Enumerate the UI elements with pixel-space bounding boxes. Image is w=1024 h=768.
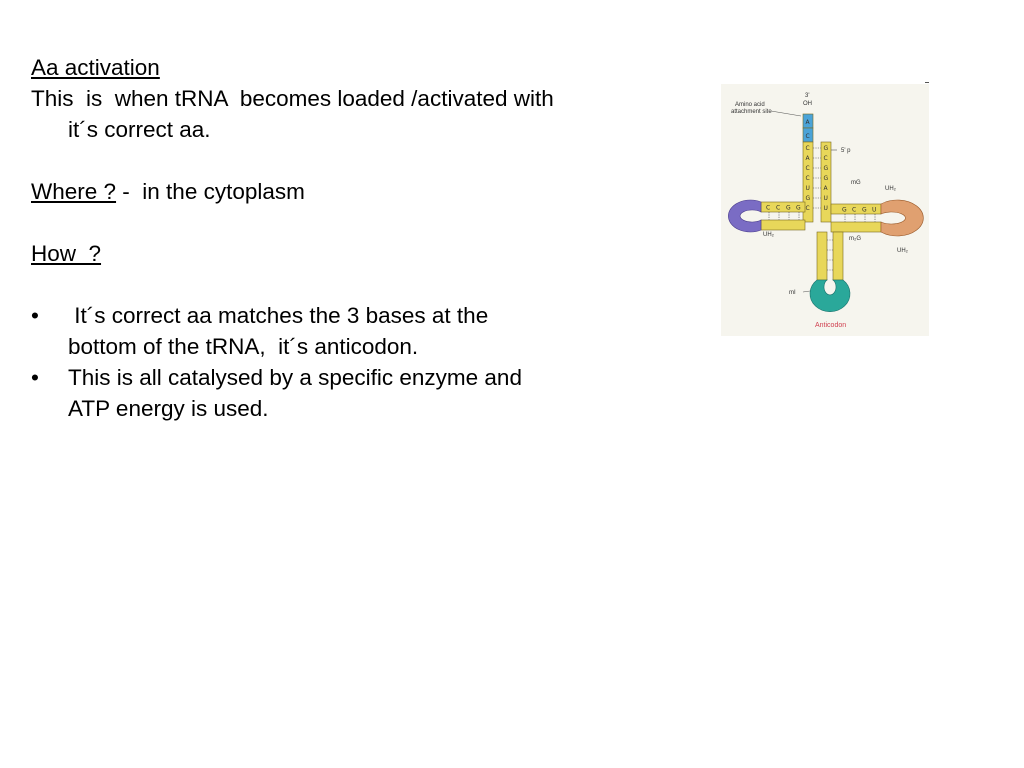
d-arm [728, 200, 805, 232]
base: G [805, 195, 811, 202]
spacer [31, 207, 671, 238]
base: C [805, 133, 810, 140]
bullet-1-line-1: It´s correct aa matches the 3 bases at the [68, 303, 489, 328]
label-oh: OH [803, 101, 812, 107]
base: A [823, 185, 828, 192]
label-mi: mI [789, 290, 796, 296]
figure-corner-mark [925, 82, 929, 83]
how-label: How ? [31, 241, 102, 266]
label-3prime: 3' [805, 93, 810, 99]
pointer-line [771, 111, 801, 116]
anticodon-loop [810, 280, 850, 312]
t-arm [831, 200, 923, 236]
label-mg: mG [851, 180, 861, 186]
where-line [31, 176, 671, 207]
base: C [805, 145, 810, 152]
bullet-1-line-2: bottom of the tRNA, it´s anticodon. [68, 334, 419, 359]
bullet-item-2 [31, 362, 671, 424]
base: C [805, 165, 810, 172]
label-uh2-left: UH₂ [763, 232, 774, 238]
base: C [766, 204, 771, 212]
base: G [823, 145, 829, 152]
t-loop [881, 200, 923, 236]
base: G [862, 206, 867, 214]
base: G [786, 204, 791, 212]
base: U [872, 206, 877, 214]
bullet-icon: • [31, 365, 39, 390]
base: A [805, 119, 810, 126]
label-anticodon: Anticodon [815, 322, 847, 329]
base: C [776, 204, 781, 212]
bullet-2-line-1: This is all catalysed by a specific enzyme and [68, 365, 522, 390]
base: A [805, 155, 810, 162]
label-amino-acid: Amino acid [735, 102, 765, 108]
spacer [31, 269, 671, 300]
where-label: Where ? [31, 179, 117, 204]
base: G [842, 206, 847, 214]
base: G [823, 165, 829, 172]
label-uh2-right: UH₂ [897, 248, 908, 254]
where-text: - in the cytoplasm [116, 179, 305, 204]
base: C [805, 175, 810, 182]
label-attachment-site: attachment site [731, 109, 772, 115]
heading: Aa activation [31, 55, 160, 80]
intro-line-2: it´s correct aa. [68, 117, 211, 142]
base: C [805, 205, 810, 212]
base: C [852, 206, 857, 214]
trna-diagram [721, 84, 929, 336]
label-5prime-p: 5' p [841, 148, 851, 154]
anticodon-arm [810, 232, 850, 312]
slide-text [31, 52, 671, 424]
d-loop [728, 200, 761, 232]
base: U [805, 185, 810, 192]
base: C [823, 155, 828, 162]
base: U [823, 195, 828, 202]
bullet-2-line-2: ATP energy is used. [68, 396, 269, 421]
label-uh2-top: UH₂ [885, 186, 896, 192]
acceptor-stem-5prime [813, 142, 831, 222]
bullet-icon: • [31, 303, 39, 328]
label-m2g: m₂G [849, 236, 861, 242]
intro-line-1: This is when tRNA becomes loaded /activated with [31, 86, 554, 111]
spacer [31, 145, 671, 176]
base: G [823, 175, 829, 182]
base: G [796, 204, 801, 212]
bullet-item-1 [31, 300, 671, 362]
base: U [823, 205, 828, 212]
